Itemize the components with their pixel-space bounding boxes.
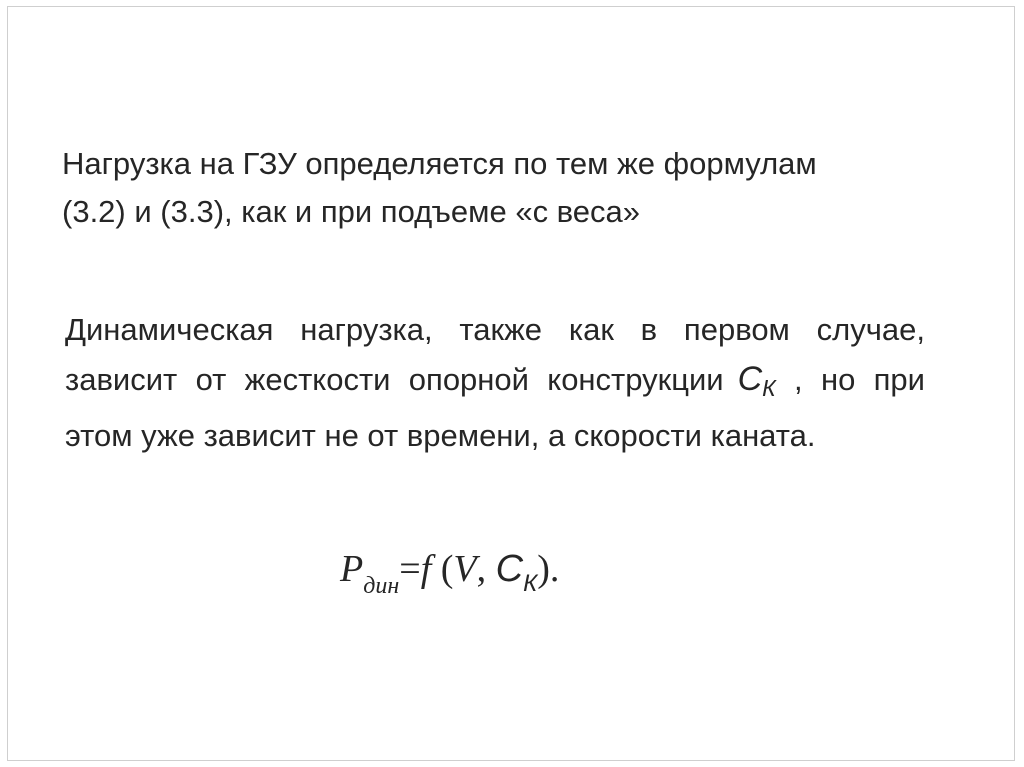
stiffness-variable-subscript: К <box>762 374 776 401</box>
formula-equals: = <box>399 548 421 590</box>
intro-line-1: Нагрузка на ГЗУ определяется по тем же формулам <box>62 146 817 181</box>
dynamic-load-text-before: Динамическая нагрузка, также как в первом случае, зависит от жесткости опорной конструкции <box>65 312 925 397</box>
dynamic-load-text-after: , но при этом уже зависит не от времени, а скорости каната. <box>65 361 925 453</box>
dynamic-load-paragraph <box>65 306 925 461</box>
formula-function: f <box>420 548 432 590</box>
formula-comma: , <box>476 548 496 590</box>
formula-lhs: P <box>340 548 364 590</box>
stiffness-variable <box>737 359 776 401</box>
formula-arg-stiffness-subscript: К <box>523 570 538 597</box>
dynamic-load-formula <box>340 545 559 610</box>
formula-close: ). <box>537 548 560 590</box>
stiffness-variable-letter: C <box>737 359 763 398</box>
formula-lhs-subscript: дин <box>363 573 400 599</box>
intro-line-2: (3.2) и (3.3), как и при подъеме «с веса» <box>62 194 641 229</box>
formula-arg-stiffness: C <box>495 548 524 590</box>
formula-open-paren: ( <box>431 548 454 590</box>
intro-paragraph <box>62 140 962 236</box>
formula-arg-velocity: V <box>453 548 477 590</box>
